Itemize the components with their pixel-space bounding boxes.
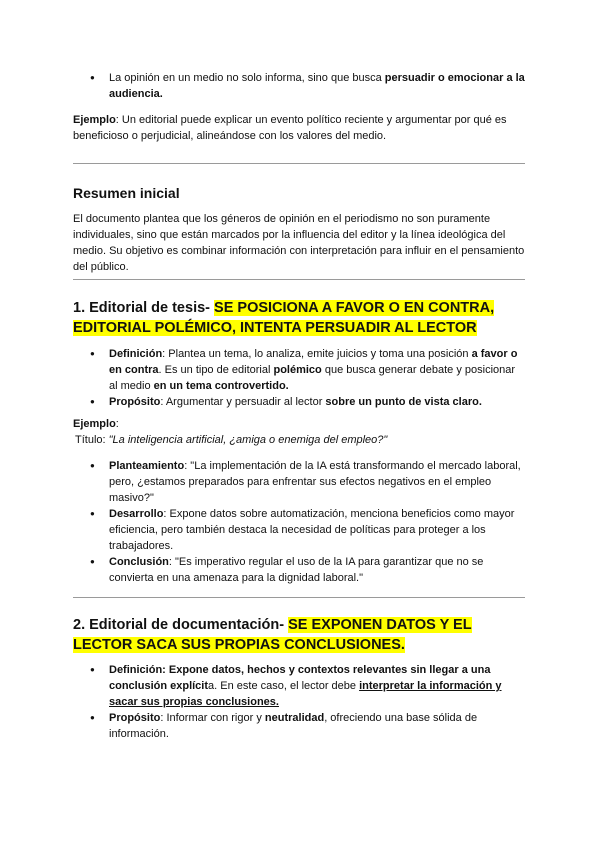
summary-title: Resumen inicial [73, 185, 180, 201]
list-item: ● Definición: Plantea un tema, lo analiza, emite juicios y toma una posición a favor o en contra. Es un tipo de editorial polémico que busca generar debate y posicionar al medio en un tema controvertido. [73, 346, 525, 394]
underlined-text: interpretar la información y sacar sus propias conclusiones. [109, 680, 502, 708]
section1-example: Ejemplo: Título: "La inteligencia artificial, ¿amiga o enemiga del empleo?" [73, 418, 388, 446]
list-item: ● Desarrollo: Expone datos sobre automatización, menciona beneficios como mayor eficiencia, pero también destaca la necesidad de políticas para proteger a los trabajadores. [73, 506, 525, 554]
title-label: Título: [75, 434, 109, 446]
example-label: Ejemplo [73, 418, 116, 430]
summary-body [73, 211, 525, 275]
section2-highlight: SE EXPONEN DATOS Y EL LECTOR SACA SUS PROPIAS CONCLUSIONES. [73, 617, 472, 653]
list-item: ● Conclusión: "Es imperativo regular el uso de la IA para garantizar que no se convierta en una amenaza para la dignidad laboral." [73, 554, 525, 586]
section1-highlight: SE POSICIONA A FAVOR O EN CONTRA, EDITORIAL POLÉMICO, INTENTA PERSUADIR AL LECTOR [73, 300, 495, 336]
section1-bullets [73, 346, 525, 410]
intro-bullet-list [73, 70, 525, 102]
list-item: ● Propósito: Argumentar y persuadir al lector sobre un punto de vista claro. [73, 394, 525, 410]
list-item: ● Propósito: Informar con rigor y neutralidad, ofreciendo una base sólida de información. [73, 710, 525, 742]
list-item: ● La opinión en un medio no solo informa, sino que busca persuadir o emocionar a la audiencia. [73, 70, 525, 102]
list-item: ● Definición: Expone datos, hechos y contextos relevantes sin llegar a una conclusión explícita. En este caso, el lector debe interpretar la información y sacar sus propias conclusiones. [73, 662, 525, 710]
example-label: Ejemplo [73, 114, 116, 126]
bold-text: persuadir o emocionar a la audiencia. [109, 72, 525, 100]
example-title: "La inteligencia artificial, ¿amiga o enemiga del empleo?" [108, 434, 388, 446]
section1-example-bullets [73, 458, 525, 586]
section1-title: 1. Editorial de tesis [73, 300, 206, 316]
list-item: ● Planteamiento: "La implementación de la IA está transformando el mercado laboral, pero, ¿estamos preparados para enfrentar sus efectos negativos en el empleo masivo?" [73, 458, 525, 506]
summary-section [73, 183, 525, 203]
summary-text: El documento plantea que los géneros de opinión en el periodismo no son puramente individuales, sino que están marcados por la influencia del editor y la línea ideológica del medio. Su objetivo es combinar información con interpretación para influir en el pensamiento del público. [73, 213, 525, 273]
section2-heading: 2. Editorial de documentación- SE EXPONEN DATOS Y EL LECTOR SACA SUS PROPIAS CONCLUSIONES. [73, 617, 472, 653]
section1-heading: 1. Editorial de tesis- SE POSICIONA A FAVOR O EN CONTRA, EDITORIAL POLÉMICO, INTENTA PERSUADIR AL LECTOR [73, 300, 495, 336]
divider [73, 597, 525, 598]
divider [73, 279, 525, 280]
section2-title: 2. Editorial de documentación [73, 617, 280, 633]
intro-example: Ejemplo: Un editorial puede explicar un evento político reciente y argumentar por qué es beneficioso o perjudicial, alineándose con los valores del medio. [73, 114, 507, 142]
section2-bullets [73, 662, 525, 742]
divider [73, 163, 525, 164]
